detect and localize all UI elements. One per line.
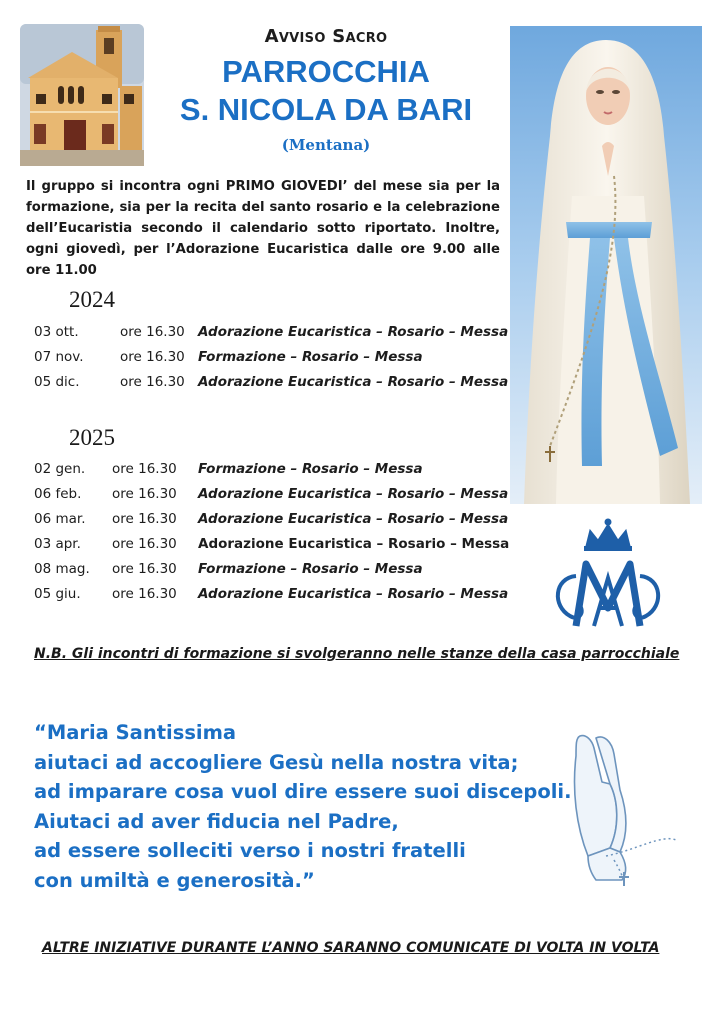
prayer-line: con umiltà e generosità.” [34,868,315,892]
row-time: ore 16.30 [112,561,177,577]
row-date: 02 gen. [34,461,86,477]
prayer-line: aiutaci ad accogliere Gesù nella nostra vita; [34,750,519,774]
row-date: 05 dic. [34,374,80,390]
intro-paragraph: Il gruppo si incontra ogni PRIMO GIOVEDI’ del mese sia per la formazione, sia per la recita del santo rosario e la celebrazione dell’Eucaristia secondo il calendario sotto riportato. Inoltre, ogni giovedì, per l’Adorazione Eucaristica dalle ore 9.00 alle ore 11.00 [26,179,500,278]
row-activity: Adorazione Eucaristica – Rosario – Messa [198,486,509,502]
row-time: ore 16.30 [120,349,185,365]
row-activity: Adorazione Eucaristica – Rosario – Messa [198,324,509,340]
prayer-text [34,718,574,895]
schedule-row [34,461,514,481]
schedule-row [34,511,514,531]
row-activity: Adorazione Eucaristica – Rosario – Messa [198,586,509,602]
schedule-row [34,349,514,369]
schedule-row [34,561,514,581]
ave-maria-monogram-icon [546,516,670,634]
row-date: 05 giu. [34,586,81,602]
year-heading-2025: 2025 [69,425,115,450]
schedule-row [34,536,514,556]
page-title: PARROCCHIA [222,54,430,89]
church-image [20,24,144,166]
row-date: 08 mag. [34,561,90,577]
row-activity: Adorazione Eucaristica – Rosario – Messa [198,536,510,552]
row-time: ore 16.30 [112,536,177,552]
row-time: ore 16.30 [112,461,177,477]
schedule-row [34,324,514,344]
location-subtitle: (Mentana) [281,136,371,154]
row-date: 03 apr. [34,536,81,552]
row-activity: Adorazione Eucaristica – Rosario – Messa [198,374,509,390]
note-text: N.B. Gli incontri di formazione si svolgeranno nelle stanze della casa parrocchiale [34,646,680,662]
schedule-row [34,586,514,606]
row-date: 06 mar. [34,511,86,527]
footer-text: ALTRE INIZIATIVE DURANTE L’ANNO SARANNO COMUNICATE DI VOLTA IN VOLTA [42,940,660,956]
row-activity: Formazione – Rosario – Messa [198,349,423,365]
row-time: ore 16.30 [112,486,177,502]
prayer-line: “Maria Santissima [34,721,237,744]
row-activity: Formazione – Rosario – Messa [198,461,423,477]
schedule-row [34,486,514,506]
prayer-line: ad essere solleciti verso i nostri fratelli [34,839,466,862]
year-heading-2024: 2024 [69,287,115,312]
row-time: ore 16.30 [112,511,177,527]
row-date: 03 ott. [34,324,79,340]
prayer-line: Aiutaci ad aver fiducia nel Padre, [34,809,399,833]
row-activity: Adorazione Eucaristica – Rosario – Messa [198,511,509,527]
row-date: 07 nov. [34,349,84,365]
prayer-line: ad imparare cosa vuol dire essere suoi discepoli. [34,780,572,803]
row-activity: Formazione – Rosario – Messa [198,561,423,577]
row-time: ore 16.30 [120,374,185,390]
praying-hands-icon [566,730,684,888]
madonna-statue-image [510,26,702,504]
schedule-row [34,374,514,394]
overline: Avviso Sacro [264,26,388,47]
parish-name: S. NICOLA DA BARI [179,92,473,127]
row-time: ore 16.30 [120,324,185,340]
row-time: ore 16.30 [112,586,177,602]
row-date: 06 feb. [34,486,82,502]
